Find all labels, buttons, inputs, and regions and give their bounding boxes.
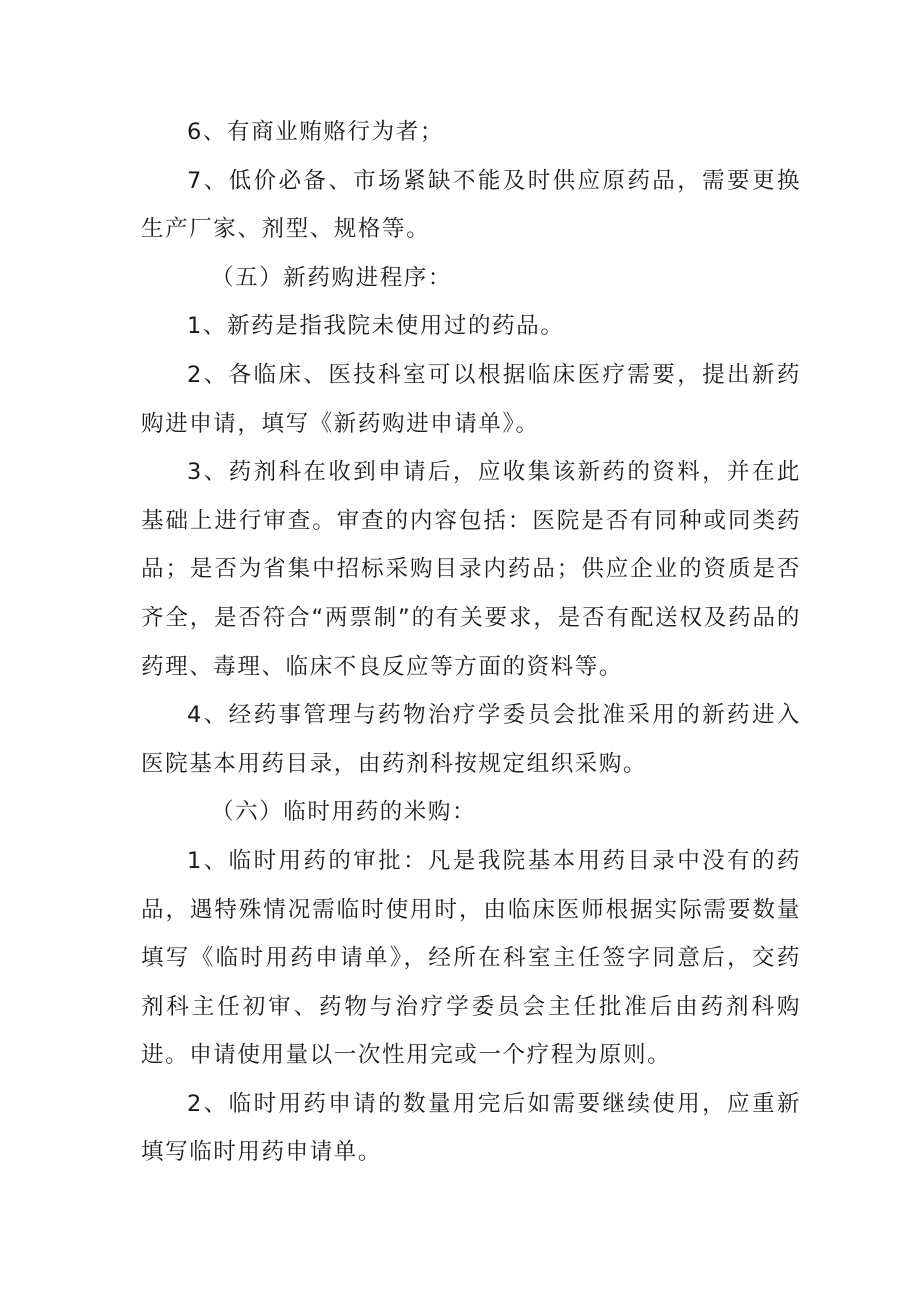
paragraph-new-drug-2: 2、各临床、医技科室可以根据临床医疗需要，提出新药购进申请，填写《新药购进申请单》。	[141, 361, 801, 437]
section-heading-6: （六）临时用药的米购：	[211, 799, 477, 826]
section-heading-5: （五）新药购进程序：	[211, 264, 453, 291]
paragraph-temp-drug-2: 2、临时用药申请的数量用完后如需要继续使用，应重新填写临时用药申请单。	[141, 1090, 801, 1166]
paragraph-item-6: 6、有商业贿赂行为者；	[187, 119, 444, 145]
paragraph-item-7: 7、低价必备、市场紧缺不能及时供应原药品，需要更换生产厂家、剂型、规格等。	[141, 167, 801, 243]
paragraph-temp-drug-1: 1、临时用药的审批：凡是我院基本用药目录中没有的药品，遇特殊情况需临时使用时，由临床医师根据实际需要数量填写《临时用药申请单》，经所在科室主任签字同意后，交药剂科主任初审、药物与治疗学委员会主任批准后由药剂科购进。申请使用量以一次性用完或一个疗程为原则。	[141, 847, 801, 1069]
document-body	[141, 108, 801, 1177]
paragraph-new-drug-4: 4、经药事管理与药物治疗学委员会批准采用的新药进入医院基本用药目录，由药剂科按规定组织采购。	[141, 702, 801, 777]
paragraph-new-drug-1: 1、新药是指我院未使用过的药品。	[187, 313, 565, 340]
paragraph-new-drug-3: 3、药剂科在收到申请后，应收集该新药的资料，并在此基础上进行审查。审查的内容包括：医院是否有同种或同类药品；是否为省集中招标采购目录内药品；供应企业的资质是否齐全，是否符合“两票制”的有关要求，是否有配送权及药品的药理、毒理、临床不良反应等方面的资料等。	[141, 459, 801, 680]
